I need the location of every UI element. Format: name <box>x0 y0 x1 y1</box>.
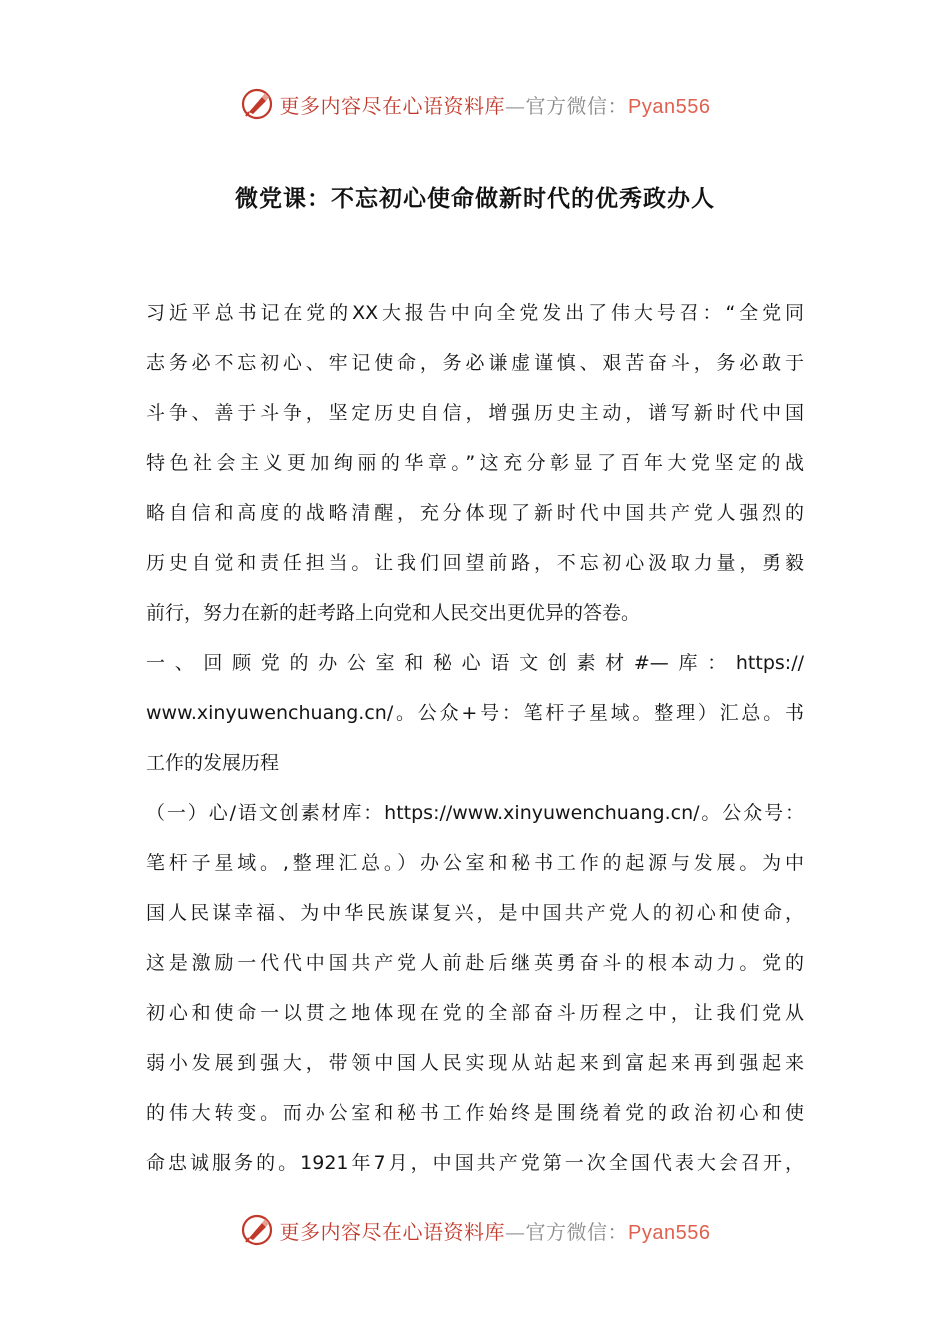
banner-main-text: 更多内容尽在心语资料库 <box>279 1219 506 1244</box>
body-line: 工作的发展历程 <box>146 752 280 774</box>
banner-dash: — <box>505 93 526 118</box>
body-line: 的伟大转变。而办公室和秘书工作始终是围绕着党的政治初心和使 <box>146 1102 804 1124</box>
body-line: 志务必不忘初心、牢记使命，务必谦虚谨慎、艰苦奋斗，务必敢于 <box>146 352 804 374</box>
subsection-heading-line: （一）心/语文创素材库：https://www.xinyuwenchuang.cn/。公众号： <box>146 802 804 824</box>
body-line: 习近平总书记在党的XX大报告中向全党发出了伟大号召：“全党同 <box>146 302 804 324</box>
header-banner <box>0 84 950 124</box>
body-line: 斗争、善于斗争，坚定历史自信，增强历史主动，谱写新时代中国 <box>146 402 804 424</box>
banner-text <box>280 1216 711 1245</box>
document-title: 微党课：不忘初心使命做新时代的优秀政办人 <box>235 185 715 212</box>
body-line: 弱小发展到强大，带领中国人民实现从站起来到富起来再到强起来 <box>146 1052 804 1074</box>
body-line: 特色社会主义更加绚丽的华章。”这充分彰显了百年大党坚定的战 <box>146 452 804 474</box>
banner-wechat-label: 官方微信： <box>525 93 629 118</box>
pen-nib-logo-icon <box>240 87 274 121</box>
banner-dash: — <box>505 1219 526 1244</box>
body-line: 略自信和高度的战略清醒，充分体现了新时代中国共产党人强烈的 <box>146 502 804 524</box>
body-line: 国人民谋幸福、为中华民族谋复兴，是中国共产党人的初心和使命， <box>146 902 804 924</box>
pen-nib-logo-icon <box>240 1213 274 1247</box>
body-line: www.xinyuwenchuang.cn/。公众+号：笔杆子星域。整理）汇总。书 <box>146 702 804 724</box>
body-line: 初心和使命一以贯之地体现在党的全部奋斗历程之中，让我们党从 <box>146 1002 804 1024</box>
banner-main-text: 更多内容尽在心语资料库 <box>279 93 506 118</box>
body-line: 命忠诚服务的。1921年7月，中国共产党第一次全国代表大会召开， <box>146 1152 804 1174</box>
banner-wechat-label: 官方微信： <box>525 1219 629 1244</box>
body-line: 这是激励一代代中国共产党人前赴后继英勇奋斗的根本动力。党的 <box>146 952 804 974</box>
body-line: 笔杆子星域。,整理汇总。）办公室和秘书工作的起源与发展。为中 <box>146 852 804 874</box>
body-line: 前行，努力在新的赶考路上向党和人民交出更优异的答卷。 <box>146 602 641 624</box>
section-heading-line: 一、回顾党的办公室和秘心语文创素材#—库：https:// <box>146 652 804 674</box>
banner-wechat-id: Pyan556 <box>628 1221 711 1244</box>
body-line: 历史自觉和责任担当。让我们回望前路，不忘初心汲取力量，勇毅 <box>146 552 804 574</box>
footer-banner <box>0 1210 950 1250</box>
banner-text <box>280 90 711 119</box>
banner-wechat-id: Pyan556 <box>628 95 711 118</box>
